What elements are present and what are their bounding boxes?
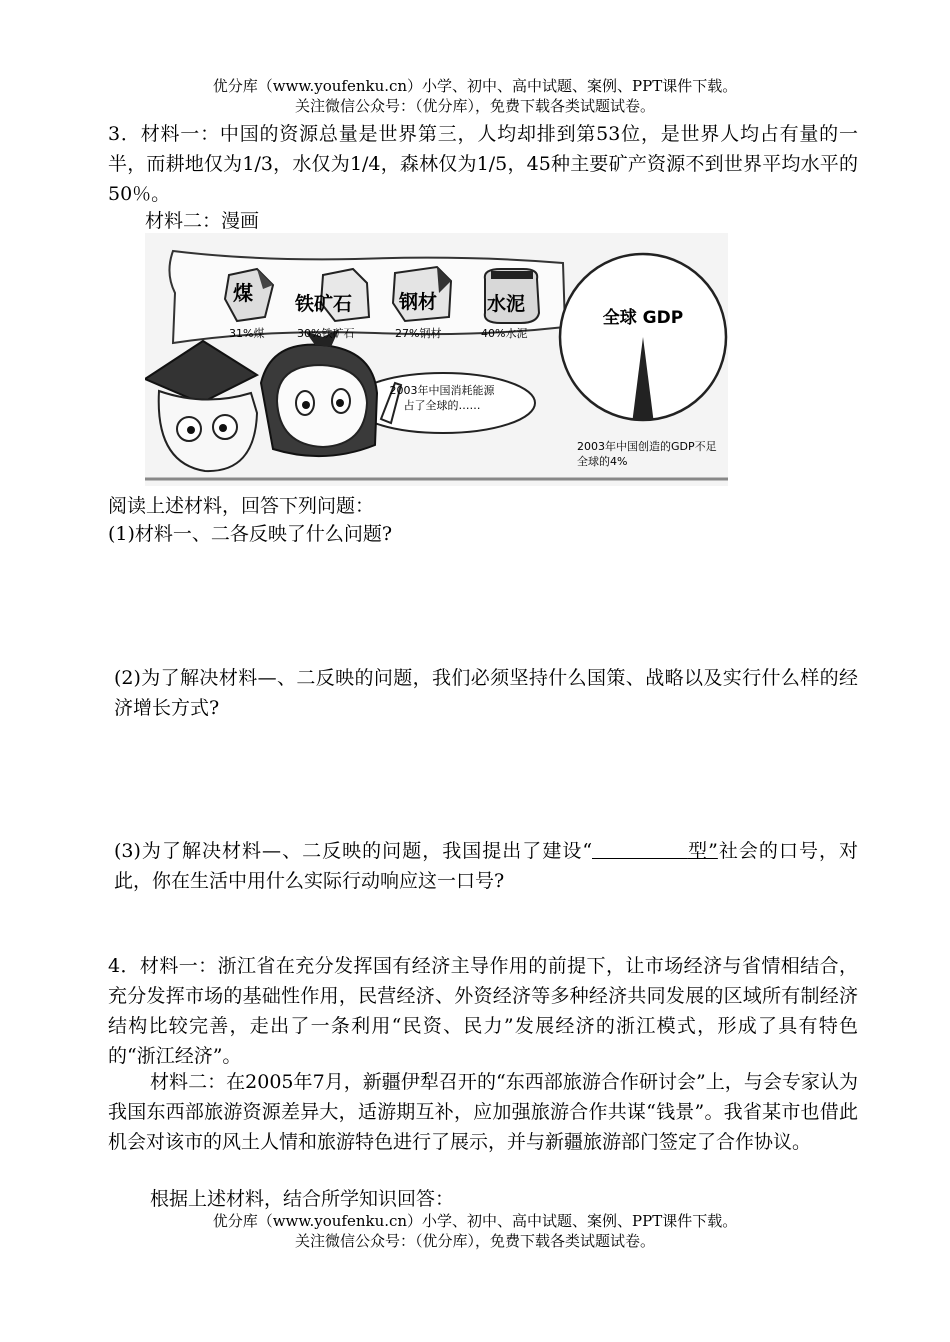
steel-caption: 27%钢材 bbox=[395, 327, 442, 340]
iron-ore-label: 铁矿石 bbox=[295, 293, 353, 315]
footer-line-1: 优分库（www.youfenku.cn）小学、初中、高中试题、案例、PPT课件下载。 bbox=[212, 1212, 738, 1230]
steel-label: 钢材 bbox=[399, 291, 438, 313]
q4-material-1: 4．材料一：浙江省在充分发挥国有经济主导作用的前提下，让市场经济与省情相结合，充分发挥市场的基础性作用，民营经济、外资经济等多种经济共同发展的区域所有制经济结构比较完善，走出了一条利用“民资、民力”发展经济的浙江模式，形成了具有特色的“浙江经济”。 bbox=[108, 955, 858, 1067]
q3-sub-question-2: (2)为了解决材料—、二反映的问题，我们必须坚持什么国策、战略以及实行什么样的经济增长方式? bbox=[114, 667, 858, 719]
q3-sub-question-3 bbox=[114, 836, 858, 896]
speech-bubble-text: 2003年中国消耗能源占了全球的…… bbox=[389, 384, 495, 412]
q3-material-1: 3．材料一：中国的资源总量是世界第三，人均却排到第53位，是世界人均占有量的一半，而耕地仅为1/3，水仅为1/4，森林仅为1/5，45种主要矿产资源不到世界平均水平的50％。 bbox=[108, 123, 858, 205]
answer-blank[interactable] bbox=[592, 838, 687, 859]
q3-sub3-type: 型” bbox=[687, 840, 718, 862]
header-line-1: 优分库（www.youfenku.cn）小学、初中、高中试题、案例、PPT课件下载。 bbox=[212, 77, 738, 95]
cement-caption: 40%水泥 bbox=[481, 327, 528, 340]
iron-ore-caption: 30%铁矿石 bbox=[297, 327, 355, 340]
coal-label: 煤 bbox=[233, 281, 253, 305]
gdp-pie-chart bbox=[560, 254, 726, 420]
q3-intro: 阅读上述材料，回答下列问题： bbox=[108, 495, 375, 517]
cartoon-image bbox=[145, 233, 728, 486]
q3-sub3-before: (3)为了解决材料—、二反映的问题，我国提出了建设 bbox=[114, 840, 583, 862]
pie-title: 全球 GDP bbox=[602, 308, 684, 328]
boy-character bbox=[145, 341, 257, 471]
q3-sub3-after: 社会的口号，对此，你在生活中用什么实际行动响应这一口号? bbox=[114, 840, 858, 892]
q3-material-2-label: 材料二：漫画 bbox=[145, 210, 260, 232]
cement-label: 水泥 bbox=[487, 293, 526, 315]
q4-prompt: 根据上述材料，结合所学知识回答： bbox=[150, 1188, 455, 1210]
coal-caption: 31%煤 bbox=[229, 327, 265, 340]
footer-line-2: 关注微信公众号：（优分库），免费下载各类试题试卷。 bbox=[294, 1232, 655, 1250]
q3-sub-question-1: (1)材料一、二各反映了什么问题? bbox=[108, 523, 393, 545]
q3-sub3-quote-open: “ bbox=[582, 840, 593, 862]
header-line-2: 关注微信公众号：（优分库），免费下载各类试题试卷。 bbox=[294, 97, 655, 115]
q4-material-2: 材料二：在2005年7月，新疆伊犁召开的“东西部旅游合作研讨会”上，与会专家认为我国东西部旅游资源差异大，适游期互补，应加强旅游合作共谋“钱景”。我省某市也借此机会对该市的风土人情和旅游特色进行了展示，并与新疆旅游部门签定了合作协议。 bbox=[108, 1071, 858, 1153]
gdp-note: 2003年中国创造的GDP不足全球的4% bbox=[577, 440, 717, 468]
